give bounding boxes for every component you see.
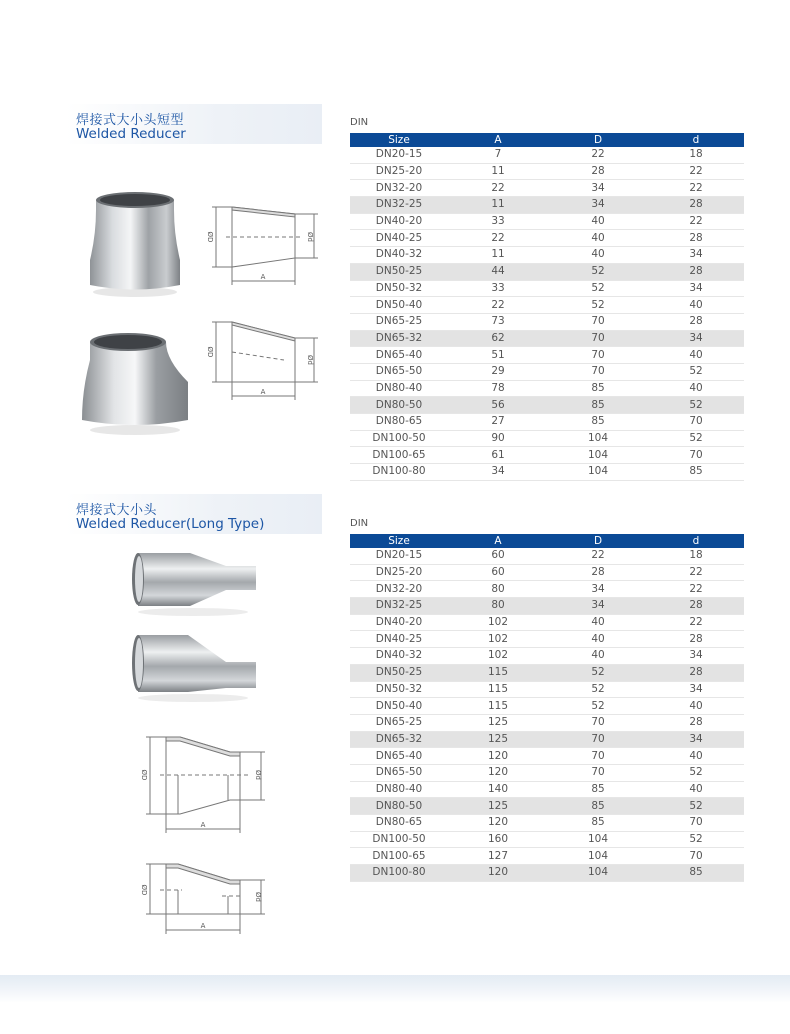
- cell-a: 34: [448, 464, 548, 481]
- cell-d: 34: [648, 648, 744, 665]
- cell-size: DN65-50: [350, 363, 448, 380]
- cell-size: DN80-40: [350, 380, 448, 397]
- cell-d: 52: [548, 681, 648, 698]
- cell-a: 160: [448, 831, 548, 848]
- table-row: [350, 163, 744, 180]
- cell-a: 125: [448, 798, 548, 815]
- table-row: [350, 564, 744, 581]
- cell-d: 22: [648, 163, 744, 180]
- cell-d: 70: [548, 764, 648, 781]
- diagram-label-small-diameter: Ød: [254, 770, 262, 780]
- table-row: [350, 180, 744, 197]
- cell-d: 40: [548, 631, 648, 648]
- table-row: [350, 848, 744, 865]
- table-row: [350, 865, 744, 882]
- cell-d: 40: [648, 347, 744, 364]
- cell-size: DN100-65: [350, 848, 448, 865]
- cell-d: 28: [648, 263, 744, 280]
- cell-a: 60: [448, 548, 548, 564]
- cell-a: 120: [448, 865, 548, 882]
- cell-d: 85: [548, 798, 648, 815]
- diagram-label-length: A: [260, 388, 266, 396]
- cell-a: 33: [448, 213, 548, 230]
- cell-size: DN80-65: [350, 815, 448, 832]
- cell-a: 125: [448, 731, 548, 748]
- cell-d: 28: [648, 313, 744, 330]
- section-header-short: [66, 104, 322, 144]
- table-row: [350, 714, 744, 731]
- table-row: [350, 363, 744, 380]
- table-row: [350, 414, 744, 431]
- cell-d: 85: [548, 815, 648, 832]
- cell-d: 104: [548, 865, 648, 882]
- cell-size: DN65-50: [350, 764, 448, 781]
- cell-d: 18: [648, 147, 744, 163]
- diagram-label-big-diameter: ØD: [206, 346, 214, 358]
- table-row: [350, 614, 744, 631]
- cell-d: 22: [548, 147, 648, 163]
- column-header-a: A: [448, 133, 548, 147]
- cell-d: 85: [548, 781, 648, 798]
- column-header-size: Size: [350, 133, 448, 147]
- table-row: [350, 430, 744, 447]
- cell-d: 40: [648, 748, 744, 765]
- cell-d: 34: [648, 731, 744, 748]
- cell-size: DN32-25: [350, 598, 448, 615]
- eccentric-reducer-diagram: [200, 310, 330, 410]
- section-title-en: Welded Reducer(Long Type): [76, 516, 265, 532]
- cell-d: 40: [548, 230, 648, 247]
- column-header-size: Size: [350, 534, 448, 548]
- long-concentric-reducer-photo: [128, 548, 263, 618]
- cell-d: 70: [548, 330, 648, 347]
- cell-d: 34: [548, 581, 648, 598]
- table-row: [350, 548, 744, 564]
- table-row: [350, 698, 744, 715]
- table-header-row: [350, 133, 744, 147]
- cell-a: 22: [448, 180, 548, 197]
- cell-a: 62: [448, 330, 548, 347]
- cell-a: 56: [448, 397, 548, 414]
- cell-d: 85: [648, 464, 744, 481]
- cell-a: 102: [448, 631, 548, 648]
- cell-size: DN80-50: [350, 798, 448, 815]
- cell-d: 52: [648, 363, 744, 380]
- cell-d: 70: [648, 815, 744, 832]
- cell-size: DN100-50: [350, 430, 448, 447]
- cell-a: 120: [448, 748, 548, 765]
- diagram-label-big-diameter: ØD: [140, 769, 148, 781]
- cell-size: DN50-40: [350, 698, 448, 715]
- table-row: [350, 147, 744, 163]
- table-row: [350, 464, 744, 481]
- cell-a: 7: [448, 147, 548, 163]
- cell-d: 52: [548, 263, 648, 280]
- column-header-d: d: [648, 133, 744, 147]
- standard-label: DIN: [350, 518, 369, 529]
- table-row: [350, 681, 744, 698]
- long-eccentric-reducer-photo: [128, 630, 263, 705]
- section-title-cn: 焊接式大小头: [76, 503, 158, 518]
- cell-size: DN40-25: [350, 230, 448, 247]
- cell-d: 28: [648, 230, 744, 247]
- cell-d: 52: [648, 430, 744, 447]
- cell-a: 22: [448, 297, 548, 314]
- cell-d: 40: [548, 247, 648, 264]
- table-row: [350, 664, 744, 681]
- cell-d: 52: [648, 397, 744, 414]
- cell-d: 28: [648, 197, 744, 214]
- table-row: [350, 347, 744, 364]
- cell-d: 40: [648, 297, 744, 314]
- cell-size: DN40-32: [350, 648, 448, 665]
- cell-size: DN50-25: [350, 263, 448, 280]
- concentric-reducer-photo: [80, 180, 190, 300]
- section-title-cn: 焊接式大小头短型: [76, 113, 185, 128]
- cell-a: 90: [448, 430, 548, 447]
- cell-d: 18: [648, 548, 744, 564]
- section-header-long: [66, 494, 322, 534]
- cell-d: 40: [648, 781, 744, 798]
- cell-d: 34: [648, 681, 744, 698]
- cell-d: 85: [648, 865, 744, 882]
- cell-d: 22: [648, 581, 744, 598]
- cell-d: 28: [648, 598, 744, 615]
- cell-a: 33: [448, 280, 548, 297]
- cell-size: DN65-40: [350, 347, 448, 364]
- table-row: [350, 764, 744, 781]
- cell-d: 40: [548, 213, 648, 230]
- cell-d: 34: [548, 180, 648, 197]
- diagram-label-length: A: [200, 821, 206, 829]
- column-header-a: A: [448, 534, 548, 548]
- cell-a: 120: [448, 764, 548, 781]
- cell-a: 102: [448, 648, 548, 665]
- cell-d: 85: [548, 414, 648, 431]
- long-concentric-reducer-diagram: [130, 725, 280, 835]
- diagram-label-length: A: [260, 273, 266, 281]
- cell-size: DN80-40: [350, 781, 448, 798]
- diagram-label-small-diameter: Ød: [306, 355, 314, 365]
- cell-d: 22: [648, 180, 744, 197]
- cell-a: 22: [448, 230, 548, 247]
- cell-d: 70: [548, 363, 648, 380]
- table-row: [350, 447, 744, 464]
- cell-d: 70: [648, 447, 744, 464]
- cell-size: DN100-80: [350, 865, 448, 882]
- cell-d: 52: [548, 280, 648, 297]
- cell-size: DN80-65: [350, 414, 448, 431]
- cell-d: 52: [648, 831, 744, 848]
- table-row: [350, 230, 744, 247]
- cell-d: 40: [548, 614, 648, 631]
- cell-d: 52: [548, 297, 648, 314]
- cell-d: 85: [548, 397, 648, 414]
- cell-a: 125: [448, 714, 548, 731]
- table-row: [350, 598, 744, 615]
- cell-d: 70: [648, 848, 744, 865]
- cell-a: 120: [448, 815, 548, 832]
- table-row: [350, 197, 744, 214]
- cell-d: 34: [548, 197, 648, 214]
- cell-d: 22: [648, 614, 744, 631]
- cell-size: DN65-32: [350, 731, 448, 748]
- cell-a: 51: [448, 347, 548, 364]
- diagram-label-small-diameter: Ød: [254, 892, 262, 902]
- cell-a: 80: [448, 598, 548, 615]
- cell-size: DN65-25: [350, 714, 448, 731]
- cell-size: DN50-32: [350, 681, 448, 698]
- cell-d: 52: [548, 698, 648, 715]
- cell-a: 78: [448, 380, 548, 397]
- table-row: [350, 397, 744, 414]
- cell-size: DN32-20: [350, 581, 448, 598]
- cell-d: 104: [548, 848, 648, 865]
- cell-d: 70: [548, 731, 648, 748]
- column-header-d: D: [548, 534, 648, 548]
- cell-a: 115: [448, 664, 548, 681]
- cell-a: 127: [448, 848, 548, 865]
- cell-d: 40: [548, 648, 648, 665]
- cell-d: 104: [548, 831, 648, 848]
- cell-d: 52: [648, 764, 744, 781]
- cell-a: 115: [448, 698, 548, 715]
- table-row: [350, 297, 744, 314]
- spec-table-long: [350, 534, 744, 882]
- diagram-label-big-diameter: ØD: [206, 231, 214, 243]
- cell-size: DN65-25: [350, 313, 448, 330]
- cell-d: 40: [648, 698, 744, 715]
- table-row: [350, 631, 744, 648]
- cell-size: DN50-40: [350, 297, 448, 314]
- table-row: [350, 380, 744, 397]
- cell-d: 70: [548, 714, 648, 731]
- table-row: [350, 648, 744, 665]
- cell-d: 85: [548, 380, 648, 397]
- cell-size: DN65-32: [350, 330, 448, 347]
- cell-d: 28: [548, 163, 648, 180]
- table-row: [350, 748, 744, 765]
- footer-band: [0, 975, 790, 1003]
- cell-a: 102: [448, 614, 548, 631]
- cell-d: 34: [648, 330, 744, 347]
- cell-size: DN20-15: [350, 548, 448, 564]
- cell-size: DN100-65: [350, 447, 448, 464]
- cell-a: 29: [448, 363, 548, 380]
- cell-d: 34: [648, 247, 744, 264]
- cell-a: 80: [448, 581, 548, 598]
- cell-d: 34: [648, 280, 744, 297]
- cell-d: 28: [648, 714, 744, 731]
- cell-d: 52: [648, 798, 744, 815]
- cell-size: DN100-50: [350, 831, 448, 848]
- cell-d: 70: [548, 347, 648, 364]
- diagram-label-big-diameter: ØD: [140, 884, 148, 896]
- cell-a: 73: [448, 313, 548, 330]
- cell-a: 11: [448, 197, 548, 214]
- table-header-row: [350, 534, 744, 548]
- cell-a: 140: [448, 781, 548, 798]
- cell-d: 22: [548, 548, 648, 564]
- table-row: [350, 213, 744, 230]
- diagram-label-small-diameter: Ød: [306, 232, 314, 242]
- cell-a: 27: [448, 414, 548, 431]
- cell-d: 104: [548, 447, 648, 464]
- cell-d: 28: [548, 564, 648, 581]
- cell-size: DN40-32: [350, 247, 448, 264]
- diagram-label-length: A: [200, 922, 206, 930]
- cell-a: 115: [448, 681, 548, 698]
- table-row: [350, 263, 744, 280]
- table-row: [350, 831, 744, 848]
- cell-d: 52: [548, 664, 648, 681]
- cell-d: 22: [648, 213, 744, 230]
- cell-a: 60: [448, 564, 548, 581]
- cell-a: 11: [448, 247, 548, 264]
- cell-d: 34: [548, 598, 648, 615]
- cell-size: DN40-20: [350, 213, 448, 230]
- cell-size: DN50-32: [350, 280, 448, 297]
- cell-size: DN40-25: [350, 631, 448, 648]
- table-row: [350, 313, 744, 330]
- table-row: [350, 581, 744, 598]
- standard-label: DIN: [350, 117, 369, 128]
- cell-a: 11: [448, 163, 548, 180]
- table-row: [350, 731, 744, 748]
- spec-table-short: [350, 133, 744, 481]
- cell-d: 104: [548, 430, 648, 447]
- concentric-reducer-diagram: [200, 195, 330, 295]
- column-header-d: d: [648, 534, 744, 548]
- cell-d: 104: [548, 464, 648, 481]
- cell-a: 44: [448, 263, 548, 280]
- cell-size: DN32-20: [350, 180, 448, 197]
- cell-d: 70: [548, 748, 648, 765]
- cell-d: 70: [648, 414, 744, 431]
- section-title-en: Welded Reducer: [76, 126, 186, 142]
- cell-size: DN65-40: [350, 748, 448, 765]
- table-row: [350, 280, 744, 297]
- table-row: [350, 781, 744, 798]
- cell-size: DN25-20: [350, 564, 448, 581]
- cell-size: DN80-50: [350, 397, 448, 414]
- cell-d: 28: [648, 631, 744, 648]
- cell-a: 61: [448, 447, 548, 464]
- cell-size: DN32-25: [350, 197, 448, 214]
- table-row: [350, 798, 744, 815]
- column-header-d: D: [548, 133, 648, 147]
- cell-size: DN50-25: [350, 664, 448, 681]
- eccentric-reducer-photo: [78, 320, 193, 440]
- cell-d: 28: [648, 664, 744, 681]
- table-row: [350, 247, 744, 264]
- table-row: [350, 330, 744, 347]
- cell-size: DN100-80: [350, 464, 448, 481]
- cell-d: 22: [648, 564, 744, 581]
- cell-size: DN40-20: [350, 614, 448, 631]
- table-row: [350, 815, 744, 832]
- cell-d: 40: [648, 380, 744, 397]
- cell-d: 70: [548, 313, 648, 330]
- long-eccentric-reducer-diagram: [130, 850, 280, 940]
- cell-size: DN20-15: [350, 147, 448, 163]
- cell-size: DN25-20: [350, 163, 448, 180]
